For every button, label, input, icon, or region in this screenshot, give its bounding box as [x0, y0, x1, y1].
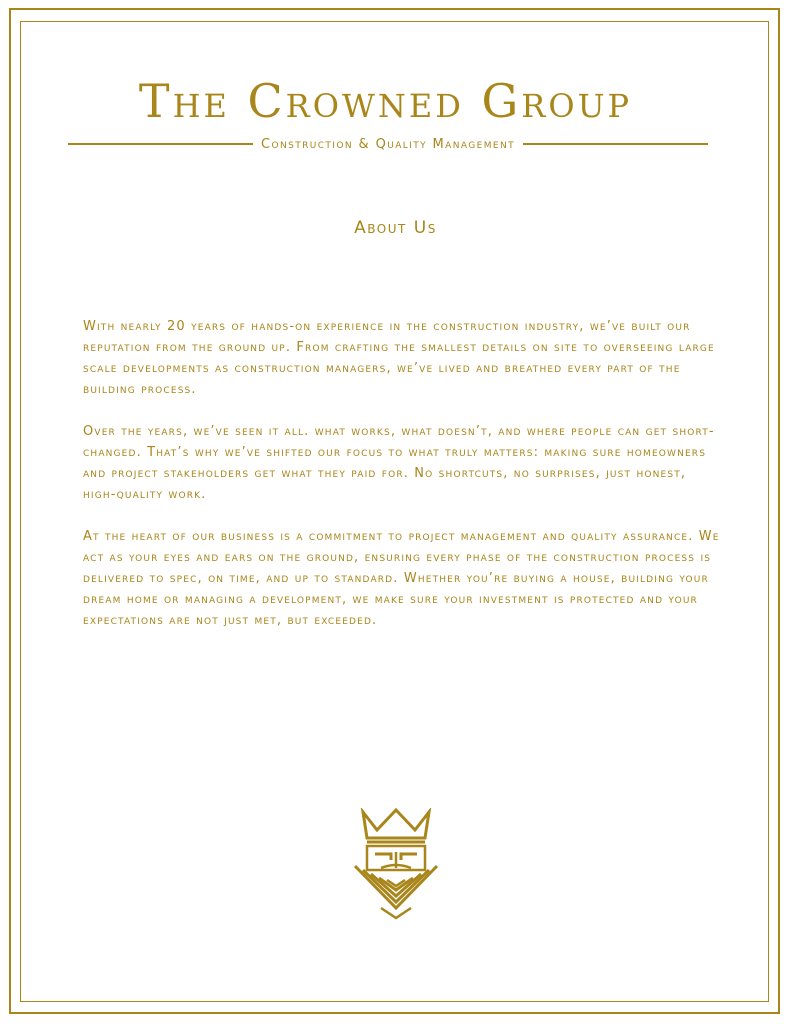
tagline-row	[68, 135, 708, 153]
about-paragraph-1: With nearly 20 years of hands-on experience in the construction industry, we’ve built our reputation from the ground up. From crafting the smallest details on site to overseeing large scale developments as construction managers, we’ve lived and breathed every part of the building process.	[83, 319, 715, 397]
crowned-king-logo-icon	[353, 808, 439, 920]
about-paragraph-2: Over the years, we’ve seen it all. what works, what doesn’t, and where people can get short-changed. That’s why we’ve shifted our focus to what truly matters: making sure homeowners and project stakeholders get what they paid for. No shortcuts, no surprises, just honest, high-quality work.	[83, 424, 715, 502]
about-paragraph-3: At the heart of our business is a commitment to project management and quality assurance. We act as your eyes and ears on the ground, ensuring every phase of the construction process is delivered to spec, on time, and up to standard. Whether you’re buying a house, building your dream home or managing a development, we make sure your investment is protected and your expectations are not just met, but exceeded.	[83, 529, 720, 628]
company-name: The Crowned Group	[138, 74, 633, 128]
about-heading: About Us	[354, 218, 437, 238]
tagline-rule-right	[523, 143, 708, 145]
tagline: Construction & Quality Management	[260, 136, 516, 152]
crown-shape	[363, 810, 429, 838]
about-body	[83, 316, 723, 652]
tagline-rule-left	[68, 143, 253, 145]
